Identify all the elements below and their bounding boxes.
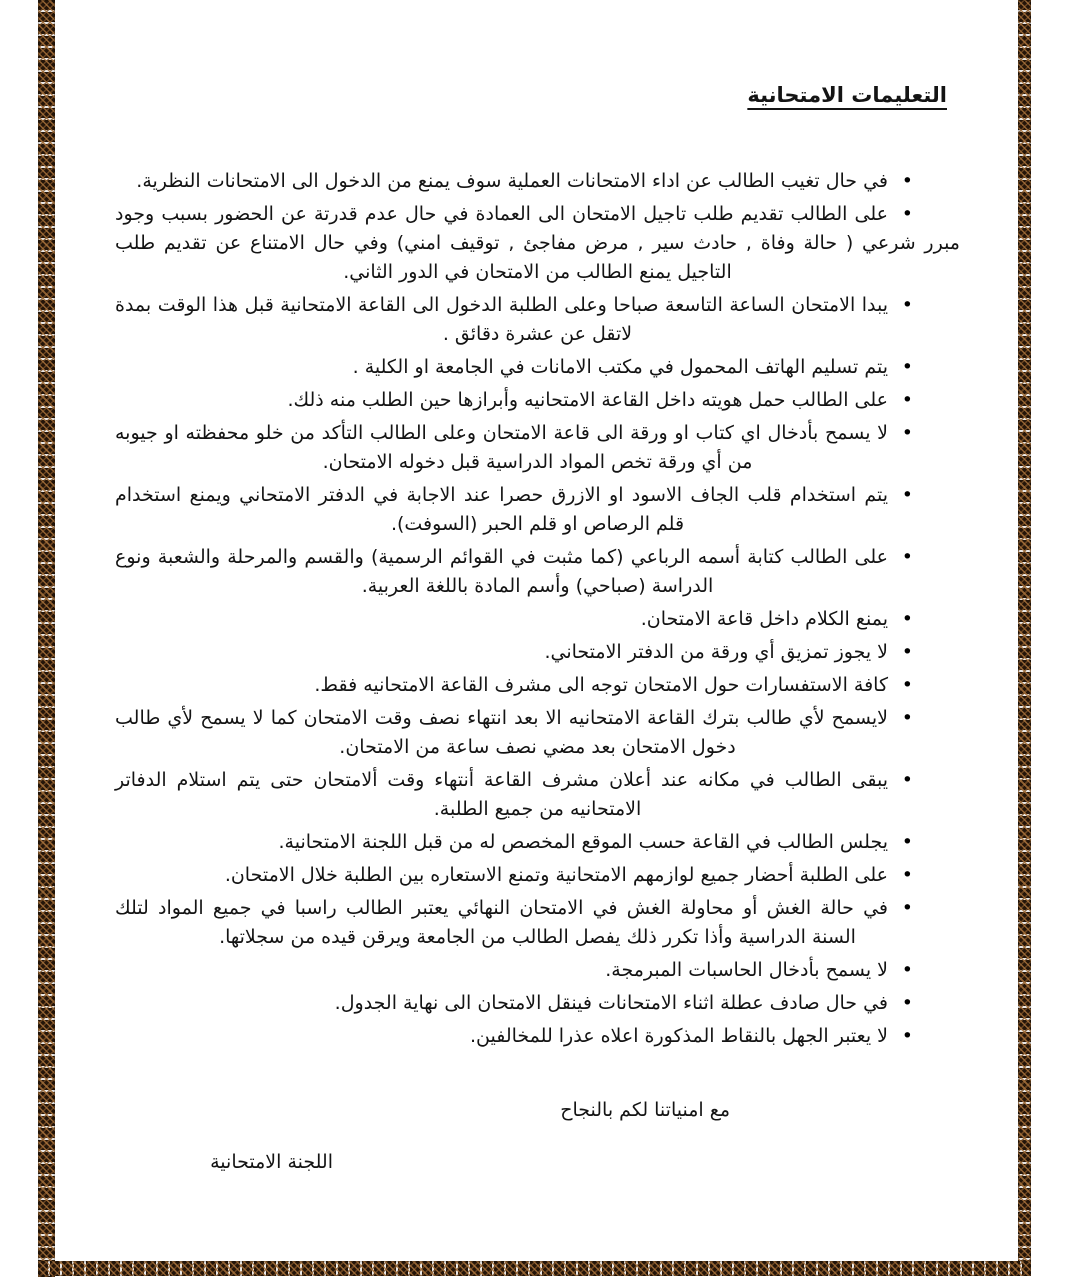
instruction-item bbox=[115, 766, 960, 824]
bullet-icon: • bbox=[901, 294, 913, 316]
instruction-text: على الطلبة أحضار جميع لوازمهم الامتحانية وتمنع الاستعاره بين الطلبة خلال الامتحان. bbox=[224, 864, 888, 886]
instruction-text: يجلس الطالب في القاعة حسب الموقع المخصص له من قبل اللجنة الامتحانية. bbox=[278, 831, 888, 853]
bullet-icon: • bbox=[901, 484, 913, 506]
bullet-icon: • bbox=[901, 422, 913, 444]
instruction-text: يبقى الطالب في مكانه عند أعلان مشرف القاعة أنتهاء وقت ألامتحان حتى يتم استلام الدفاتر الامتحانيه من جميع الطلبة. bbox=[115, 769, 888, 820]
instruction-text: لايسمح لأي طالب بترك القاعة الامتحانيه الا بعد انتهاء نصف وقت الامتحان كما لا يسمح لأي طالب دخول الامتحان بعد مضي نصف ساعة من الامتحان. bbox=[115, 707, 888, 758]
bullet-icon: • bbox=[901, 1025, 913, 1047]
bullet-icon: • bbox=[901, 389, 913, 411]
instruction-text: يبدا الامتحان الساعة التاسعة صباحا وعلى الطلبة الدخول الى القاعة الامتحانية قبل هذا الوقت بمدة لاتقل عن عشرة دقائق . bbox=[115, 294, 888, 345]
bullet-icon: • bbox=[901, 674, 913, 696]
instruction-item bbox=[115, 704, 960, 762]
instruction-text: في حال تغيب الطالب عن اداء الامتحانات العملية سوف يمنع من الدخول الى الامتحانات النظرية. bbox=[136, 170, 888, 192]
closing-wishes: مع امنياتنا لكم بالنجاح bbox=[560, 1099, 730, 1121]
page-title: التعليمات الامتحانية bbox=[747, 83, 947, 107]
instruction-text: على الطالب تقديم طلب تاجيل الامتحان الى العمادة في حال عدم قدرتة عن الحضور بسبب وجود مبرر شرعي ( حالة وفاة , حادث سير , مرض مفاجئ , توقيف امني) وفي حال الامتناع عن تقديم طلب التاجيل يمنع الطالب من الامتحان في الدور الثاني. bbox=[115, 203, 960, 283]
instruction-text: لا يسمح بأدخال اي كتاب او ورقة الى قاعة الامتحان وعلى الطالب التأكد من خلو محفظته او جيوبه من أي ورقة تخص المواد الدراسية قبل دخوله الامتحان. bbox=[115, 422, 888, 473]
instruction-text: يمنع الكلام داخل قاعة الامتحان. bbox=[640, 608, 888, 630]
instruction-item bbox=[115, 167, 960, 196]
instruction-item bbox=[115, 353, 960, 382]
bullet-icon: • bbox=[901, 546, 913, 568]
instruction-item bbox=[115, 386, 960, 415]
instruction-item bbox=[115, 200, 960, 287]
instruction-text: في حال صادف عطلة اثناء الامتحانات فينقل الامتحان الى نهاية الجدول. bbox=[334, 992, 888, 1014]
instruction-item bbox=[115, 419, 960, 477]
instruction-item bbox=[115, 894, 960, 952]
instruction-item bbox=[115, 638, 960, 667]
bullet-icon: • bbox=[901, 608, 913, 630]
instruction-text: في حالة الغش أو محاولة الغش في الامتحان النهائي يعتبر الطالب راسبا في جميع المواد لتلك السنة الدراسية وأذا تكرر ذلك يفصل الطالب من الجامعة ويرقن قيده من سجلاتها. bbox=[115, 897, 888, 948]
bullet-icon: • bbox=[901, 170, 913, 192]
instruction-text: لا يسمح بأدخال الحاسبات المبرمجة. bbox=[605, 959, 888, 981]
instruction-text: لا يعتبر الجهل بالنقاط المذكورة اعلاه عذرا للمخالفين. bbox=[469, 1025, 888, 1047]
decorative-border-left bbox=[38, 0, 55, 1277]
bullet-icon: • bbox=[901, 203, 913, 225]
instruction-item bbox=[115, 291, 960, 349]
bullet-icon: • bbox=[901, 769, 913, 791]
instruction-item bbox=[115, 543, 960, 601]
bullet-icon: • bbox=[901, 897, 913, 919]
instruction-text: يتم استخدام قلب الجاف الاسود او الازرق حصرا عند الاجابة في الدفتر الامتحاني ويمنع استخدام قلم الرصاص او قلم الحبر (السوفت). bbox=[115, 484, 888, 535]
instruction-text: يتم تسليم الهاتف المحمول في مكتب الامانات في الجامعة او الكلية . bbox=[352, 356, 888, 378]
bullet-icon: • bbox=[901, 356, 913, 378]
instruction-item bbox=[115, 481, 960, 539]
instruction-item bbox=[115, 989, 960, 1018]
bullet-icon: • bbox=[901, 864, 913, 886]
instruction-text: على الطالب كتابة أسمه الرباعي (كما مثبت في القوائم الرسمية) والقسم والمرحلة والشعبة ونوع الدراسة (صباحي) وأسم المادة باللغة العربية. bbox=[115, 546, 888, 597]
instruction-item bbox=[115, 605, 960, 634]
bullet-icon: • bbox=[901, 707, 913, 729]
instructions-list bbox=[115, 167, 960, 1051]
decorative-border-right bbox=[1018, 0, 1031, 1274]
document-content bbox=[115, 0, 960, 1173]
instruction-item bbox=[115, 828, 960, 857]
instruction-text: على الطالب حمل هويته داخل القاعة الامتحانيه وأبرازها حين الطلب منه ذلك. bbox=[287, 389, 888, 411]
bullet-icon: • bbox=[901, 641, 913, 663]
instruction-item bbox=[115, 956, 960, 985]
instruction-text: كافة الاستفسارات حول الامتحان توجه الى مشرف القاعة الامتحانيه فقط. bbox=[314, 674, 888, 696]
bullet-icon: • bbox=[901, 831, 913, 853]
committee-signature: اللجنة الامتحانية bbox=[210, 1151, 333, 1173]
instruction-item bbox=[115, 671, 960, 700]
decorative-border-bottom bbox=[38, 1261, 1031, 1276]
bullet-icon: • bbox=[901, 992, 913, 1014]
bullet-icon: • bbox=[901, 959, 913, 981]
instruction-item bbox=[115, 861, 960, 890]
instruction-item bbox=[115, 1022, 960, 1051]
instruction-text: لا يجوز تمزيق أي ورقة من الدفتر الامتحاني. bbox=[544, 641, 888, 663]
